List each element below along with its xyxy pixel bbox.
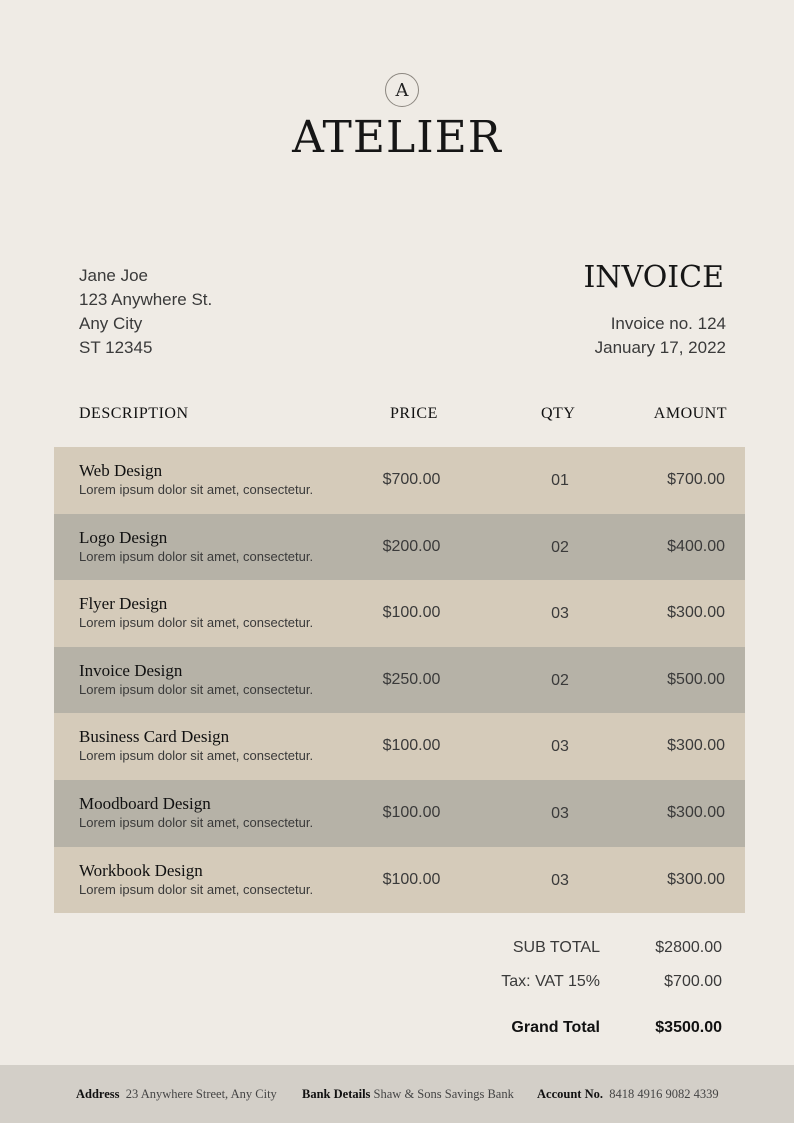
item-description: Lorem ipsum dolor sit amet, consectetur. xyxy=(79,482,314,497)
item-price: $100.00 xyxy=(382,870,441,888)
footer-address xyxy=(76,1087,277,1102)
item-description: Lorem ipsum dolor sit amet, consectetur. xyxy=(79,548,314,564)
billing-address xyxy=(79,264,212,360)
item-amount: $300.00 xyxy=(667,870,725,888)
item-amount: $300.00 xyxy=(667,604,725,622)
table-row xyxy=(54,647,745,714)
header-description: DESCRIPTION xyxy=(79,405,189,422)
item-qty: 03 xyxy=(551,738,569,756)
item-amount: $400.00 xyxy=(667,537,725,555)
table-row xyxy=(54,780,745,847)
items-table xyxy=(54,447,745,913)
account-value: 8418 4916 9082 4339 xyxy=(609,1087,719,1101)
item-name: Logo Design xyxy=(79,527,168,547)
item-description: Lorem ipsum dolor sit amet, consectetur. xyxy=(79,681,314,697)
item-name: Web Design xyxy=(79,461,163,480)
item-price: $100.00 xyxy=(382,604,441,622)
bank-value: Shaw & Sons Savings Bank xyxy=(373,1087,514,1101)
item-qty: 03 xyxy=(551,804,569,822)
invoice-number: Invoice no. 124 xyxy=(610,314,726,333)
item-qty: 02 xyxy=(551,538,569,556)
grand-total-label: Grand Total xyxy=(511,1019,600,1036)
item-price: $700.00 xyxy=(382,471,441,488)
item-price: $200.00 xyxy=(382,537,441,555)
header-qty: QTY xyxy=(541,405,576,422)
invoice-title: INVOICE xyxy=(583,260,724,295)
client-zip: ST 12345 xyxy=(79,338,153,357)
item-qty: 02 xyxy=(551,671,569,689)
tax-label: Tax: VAT 15% xyxy=(501,973,600,990)
item-name: Moodboard Design xyxy=(79,793,211,813)
monogram-logo xyxy=(385,73,419,107)
item-description: Lorem ipsum dolor sit amet, consectetur. xyxy=(79,748,314,764)
item-description: Lorem ipsum dolor sit amet, consectetur. xyxy=(79,615,314,631)
item-name: Flyer Design xyxy=(79,594,168,614)
item-amount: $300.00 xyxy=(667,737,725,755)
item-name: Workbook Design xyxy=(79,860,203,880)
invoice-meta xyxy=(595,312,726,360)
item-name: Business Card Design xyxy=(79,727,230,747)
grand-total-value: $3500.00 xyxy=(655,1019,722,1036)
bank-label: Bank Details xyxy=(302,1087,371,1101)
item-qty: 01 xyxy=(551,472,569,489)
table-row xyxy=(54,514,745,581)
subtotal-label: SUB TOTAL xyxy=(512,939,600,956)
table-row xyxy=(54,447,745,514)
tax-value: $700.00 xyxy=(664,973,722,990)
brand-name: ATELIER xyxy=(292,112,502,163)
header-price: PRICE xyxy=(390,405,438,422)
footer xyxy=(0,1065,794,1123)
client-city: Any City xyxy=(79,314,143,333)
item-qty: 03 xyxy=(551,871,569,889)
address-label: Address xyxy=(76,1087,120,1101)
item-price: $100.00 xyxy=(382,737,441,755)
footer-account xyxy=(537,1087,719,1102)
item-qty: 03 xyxy=(551,605,569,623)
item-amount: $300.00 xyxy=(667,803,725,821)
item-price: $250.00 xyxy=(382,670,441,688)
item-description: Lorem ipsum dolor sit amet, consectetur. xyxy=(79,881,314,897)
monogram-letter: A xyxy=(395,79,409,101)
table-row xyxy=(54,713,745,780)
address-value: 23 Anywhere Street, Any City xyxy=(125,1087,277,1101)
item-amount: $700.00 xyxy=(667,471,725,488)
account-label: Account No. xyxy=(537,1087,603,1101)
header-amount: AMOUNT xyxy=(653,405,727,422)
subtotal-value: $2800.00 xyxy=(655,939,722,956)
client-street: 123 Anywhere St. xyxy=(79,290,213,309)
client-name: Jane Joe xyxy=(79,266,148,285)
item-description: Lorem ipsum dolor sit amet, consectetur. xyxy=(79,814,314,830)
footer-bank xyxy=(302,1087,514,1102)
table-row xyxy=(54,847,745,914)
table-row xyxy=(54,580,745,647)
invoice-date: January 17, 2022 xyxy=(594,338,726,357)
item-name: Invoice Design xyxy=(79,660,183,680)
item-price: $100.00 xyxy=(382,803,441,821)
item-amount: $500.00 xyxy=(667,670,725,688)
